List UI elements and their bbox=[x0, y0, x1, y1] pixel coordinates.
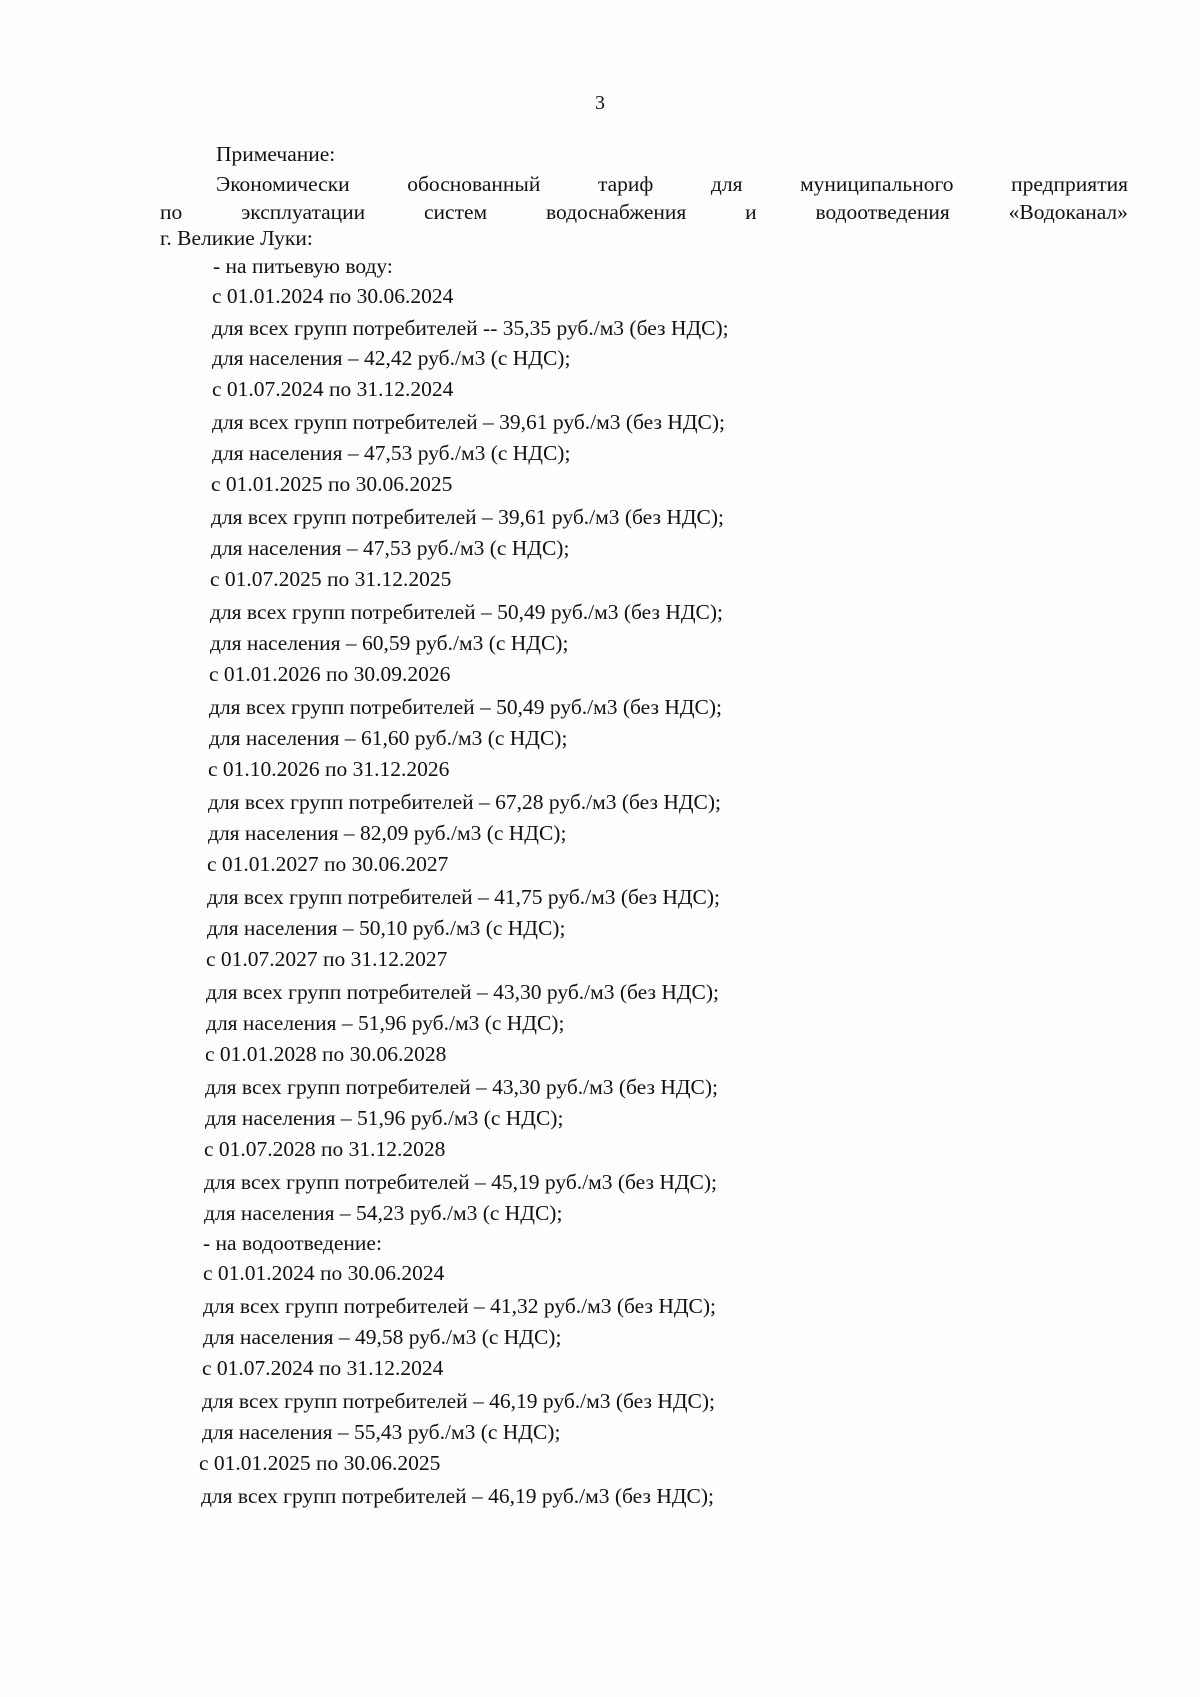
intro-word: «Водоканал» bbox=[1008, 200, 1128, 224]
intro-word: по bbox=[160, 200, 183, 224]
period-line: с 01.01.2028 по 30.06.2028 bbox=[205, 1042, 447, 1066]
period-line: с 01.01.2025 по 30.06.2025 bbox=[199, 1451, 441, 1475]
tariff-population-line: для населения – 47,53 руб./м3 (с НДС); bbox=[212, 441, 571, 465]
tariff-all-line: для всех групп потребителей – 39,61 руб./м3 (без НДС); bbox=[211, 505, 725, 529]
period-line: с 01.01.2025 по 30.06.2025 bbox=[211, 472, 453, 496]
tariff-population-line: для населения – 47,53 руб./м3 (с НДС); bbox=[211, 536, 570, 560]
intro-line-2 bbox=[160, 198, 1128, 226]
tariff-all-line: для всех групп потребителей – 46,19 руб./м3 (без НДС); bbox=[201, 1484, 715, 1508]
section-heading-wastewater: - на водоотведение: bbox=[203, 1231, 382, 1255]
tariff-population-line: для населения – 60,59 руб./м3 (с НДС); bbox=[210, 631, 569, 655]
intro-word: Экономически bbox=[216, 172, 350, 196]
tariff-all-line: для всех групп потребителей – 67,28 руб./м3 (без НДС); bbox=[208, 790, 722, 814]
period-line: с 01.01.2027 по 30.06.2027 bbox=[207, 852, 449, 876]
period-line: с 01.07.2028 по 31.12.2028 bbox=[204, 1137, 446, 1161]
period-line: с 01.01.2024 по 30.06.2024 bbox=[203, 1261, 445, 1285]
tariff-all-line: для всех групп потребителей – 43,30 руб./м3 (без НДС); bbox=[205, 1075, 719, 1099]
tariff-all-line: для всех групп потребителей – 41,32 руб./м3 (без НДС); bbox=[203, 1294, 717, 1318]
period-line: с 01.07.2024 по 31.12.2024 bbox=[212, 377, 454, 401]
intro-word: и bbox=[745, 200, 757, 224]
tariff-all-line: для всех групп потребителей – 46,19 руб./м3 (без НДС); bbox=[202, 1389, 716, 1413]
period-line: с 01.01.2026 по 30.09.2026 bbox=[209, 662, 451, 686]
period-line: с 01.07.2027 по 31.12.2027 bbox=[206, 947, 448, 971]
intro-word: эксплуатации bbox=[241, 200, 366, 224]
tariff-population-line: для населения – 49,58 руб./м3 (с НДС); bbox=[203, 1325, 562, 1349]
tariff-population-line: для населения – 55,43 руб./м3 (с НДС); bbox=[202, 1420, 561, 1444]
intro-word: муниципального bbox=[800, 172, 954, 196]
tariff-population-line: для населения – 61,60 руб./м3 (с НДС); bbox=[209, 726, 568, 750]
tariff-population-line: для населения – 54,23 руб./м3 (с НДС); bbox=[204, 1201, 563, 1225]
tariff-population-line: для населения – 51,96 руб./м3 (с НДС); bbox=[206, 1011, 565, 1035]
tariff-population-line: для населения – 82,09 руб./м3 (с НДС); bbox=[208, 821, 567, 845]
intro-word: для bbox=[710, 172, 743, 196]
period-line: с 01.07.2024 по 31.12.2024 bbox=[202, 1356, 444, 1380]
tariff-all-line: для всех групп потребителей – 43,30 руб./м3 (без НДС); bbox=[206, 980, 720, 1004]
note-heading: Примечание: bbox=[216, 142, 336, 166]
tariff-population-line: для населения – 51,96 руб./м3 (с НДС); bbox=[205, 1106, 564, 1130]
period-line: с 01.10.2026 по 31.12.2026 bbox=[208, 757, 450, 781]
tariff-population-line: для населения – 50,10 руб./м3 (с НДС); bbox=[207, 916, 566, 940]
intro-word: тариф bbox=[597, 172, 654, 196]
intro-word: систем bbox=[423, 200, 488, 224]
tariff-population-line: для населения – 42,42 руб./м3 (с НДС); bbox=[212, 346, 571, 370]
tariff-all-line: для всех групп потребителей – 41,75 руб./м3 (без НДС); bbox=[207, 885, 721, 909]
intro-word: водоотведения bbox=[815, 200, 950, 224]
intro-line-3: г. Великие Луки: bbox=[160, 226, 313, 250]
period-line: с 01.07.2025 по 31.12.2025 bbox=[210, 567, 452, 591]
intro-word: водоснабжения bbox=[545, 200, 687, 224]
tariff-all-line: для всех групп потребителей – 39,61 руб./м3 (без НДС); bbox=[212, 410, 726, 434]
page-number: 3 bbox=[595, 92, 605, 114]
tariff-all-line: для всех групп потребителей -- 35,35 руб./м3 (без НДС); bbox=[212, 316, 729, 340]
section-heading-water: - на питьевую воду: bbox=[213, 254, 393, 278]
tariff-all-line: для всех групп потребителей – 50,49 руб./м3 (без НДС); bbox=[209, 695, 723, 719]
intro-line-1 bbox=[216, 170, 1128, 198]
intro-word: предприятия bbox=[1011, 172, 1128, 196]
intro-word: обоснованный bbox=[407, 172, 541, 196]
tariff-all-line: для всех групп потребителей – 50,49 руб./м3 (без НДС); bbox=[210, 600, 724, 624]
tariff-all-line: для всех групп потребителей – 45,19 руб./м3 (без НДС); bbox=[204, 1170, 718, 1194]
period-line: с 01.01.2024 по 30.06.2024 bbox=[212, 284, 454, 308]
